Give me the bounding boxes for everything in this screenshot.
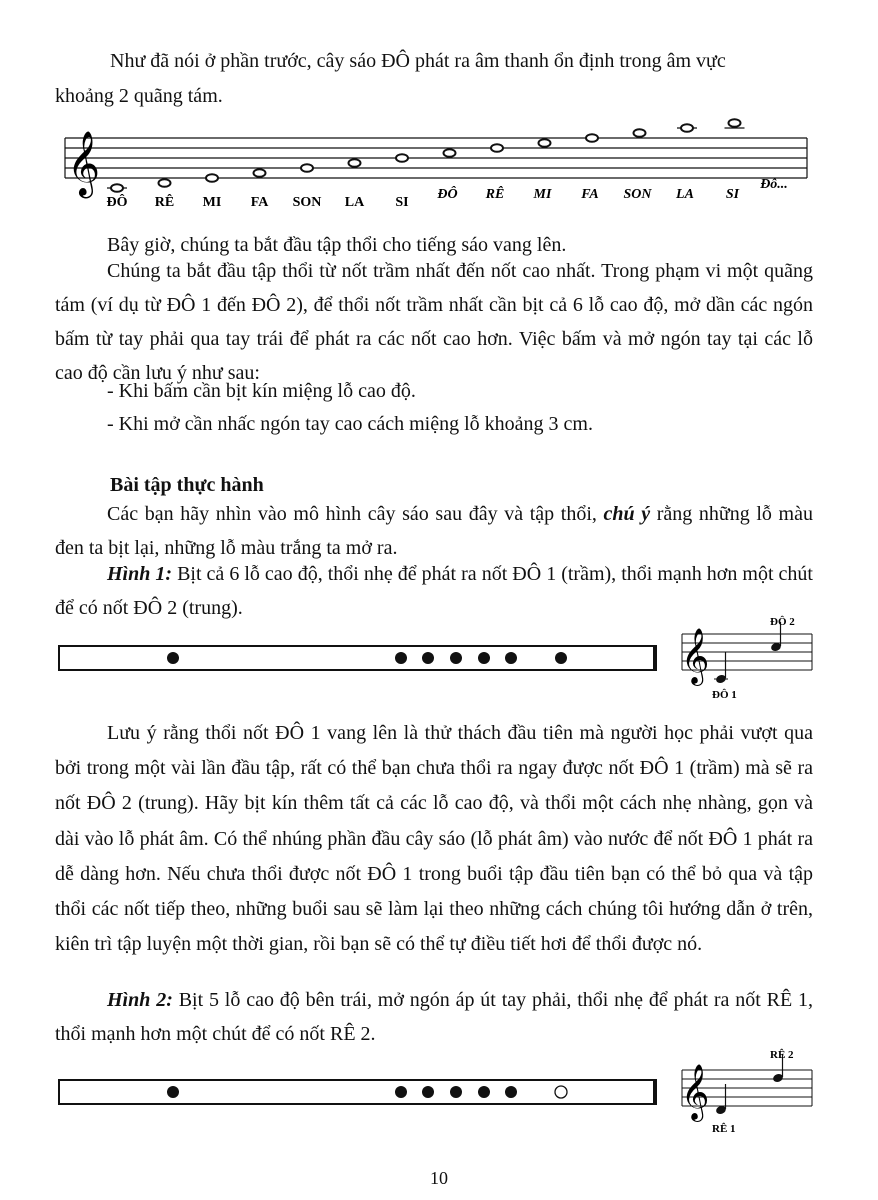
flute-diagram-1 bbox=[58, 644, 663, 674]
note-name-label: SON bbox=[623, 187, 652, 202]
practice-heading: Bài tập thực hành bbox=[110, 474, 264, 496]
closed-hole-icon bbox=[167, 652, 179, 664]
mini-staff-1 bbox=[678, 612, 818, 700]
practice-intro-before: Các bạn hãy nhìn vào mô hình cây sáo sau đây và tập thổi, bbox=[107, 503, 604, 525]
whole-note bbox=[349, 159, 361, 167]
open-hole-icon bbox=[555, 1086, 567, 1098]
low-note-label: RÊ 1 bbox=[712, 1123, 736, 1135]
closed-hole-icon bbox=[422, 652, 434, 664]
whole-note bbox=[159, 179, 171, 187]
whole-note bbox=[111, 184, 123, 192]
flute-diagram-2 bbox=[58, 1078, 663, 1108]
intro-line-2: khoảng 2 quãng tám. bbox=[55, 85, 223, 107]
treble-clef-icon: 𝄞 bbox=[681, 1066, 710, 1119]
whole-note bbox=[681, 124, 693, 132]
closed-hole-icon bbox=[167, 1086, 179, 1098]
whole-note bbox=[301, 164, 313, 172]
note-name-label: LA bbox=[676, 187, 694, 202]
scale-staff bbox=[55, 118, 815, 218]
whole-note bbox=[396, 154, 408, 162]
note-name-label: MI bbox=[533, 187, 552, 202]
treble-clef-icon: 𝄞 bbox=[67, 133, 101, 195]
note-name-label: LA bbox=[344, 195, 365, 210]
paragraph-do1-note: Lưu ý rằng thổi nốt ĐÔ 1 vang lên là thử thách đầu tiên mà người học phải vượt qua bởi trong một vài lần đầu tập, rất có thể bạn chưa thổi ra ngay được nốt ĐÔ 1 (trầm) mà sẽ ra nốt ĐÔ 2 (trung). Hãy bịt kín thêm tất cả các lỗ cao độ, và thổi một cách nhẹ nhàng, gọn và dài vào lỗ phát âm. Có thể nhúng phần đầu cây sáo (lỗ phát âm) vào nước để nốt ĐÔ 1 phát ra dễ dàng hơn. Nếu chưa thổi được nốt ĐÔ 1 trong buổi tập đầu tiên bạn có thể bỏ qua và tập thổi các nốt tiếp theo, những buổi sau sẽ làm lại theo những cách chúng tôi hướng dẫn ở trên, kiên trì tập luyện một thời gian, rồi bạn sẽ có thể tự điều tiết hơi để thổi được nó. bbox=[55, 722, 813, 956]
figure-2-label: Hình 2: bbox=[107, 989, 173, 1011]
whole-note bbox=[539, 139, 551, 147]
whole-note bbox=[206, 174, 218, 182]
note-name-label: MI bbox=[202, 195, 222, 210]
staff-lines bbox=[65, 138, 807, 178]
note-name-label: SI bbox=[395, 195, 409, 210]
closed-hole-icon bbox=[395, 1086, 407, 1098]
intro-line-1: Như đã nói ở phần trước, cây sáo ĐÔ phát ra âm thanh ổn định trong âm vực bbox=[110, 50, 726, 72]
whole-note bbox=[729, 119, 741, 127]
note-name-label: ĐÔ bbox=[437, 187, 458, 202]
mini-staff-2 bbox=[678, 1048, 818, 1136]
closed-hole-icon bbox=[505, 1086, 517, 1098]
note-name-label: ĐÔ bbox=[106, 195, 128, 210]
closed-hole-icon bbox=[450, 652, 462, 664]
high-note-label: RÊ 2 bbox=[770, 1049, 794, 1061]
note-name-label: SI bbox=[725, 187, 740, 202]
figure-1-label: Hình 1: bbox=[107, 563, 173, 585]
whole-note bbox=[586, 134, 598, 142]
page-number: 10 bbox=[430, 1168, 448, 1188]
whole-note bbox=[254, 169, 266, 177]
whole-note bbox=[491, 144, 503, 152]
whole-note bbox=[634, 129, 646, 137]
note-name-label: FA bbox=[581, 187, 599, 202]
high-note-label: ĐÔ 2 bbox=[770, 616, 795, 628]
bullet-open: - Khi mở cần nhấc ngón tay cao cách miệng lỗ khoảng 3 cm. bbox=[107, 413, 593, 435]
closed-hole-icon bbox=[478, 1086, 490, 1098]
scale-notes bbox=[107, 119, 745, 192]
bullet-close: - Khi bấm cần bịt kín miệng lỗ cao độ. bbox=[107, 380, 416, 402]
closed-hole-icon bbox=[395, 652, 407, 664]
note-name-label: SON bbox=[292, 195, 322, 210]
closed-hole-icon bbox=[422, 1086, 434, 1098]
practice-intro bbox=[55, 497, 813, 565]
whole-note bbox=[444, 149, 456, 157]
figure-2-caption bbox=[55, 983, 813, 1051]
note-name-label: FA bbox=[250, 195, 269, 210]
closed-hole-icon bbox=[555, 652, 567, 664]
treble-clef-icon: 𝄞 bbox=[681, 630, 710, 683]
closed-hole-icon bbox=[450, 1086, 462, 1098]
note-name-label: RÊ bbox=[154, 195, 175, 210]
note-name-label: Đô... bbox=[760, 177, 788, 192]
paragraph-start: Bây giờ, chúng ta bắt đầu tập thổi cho tiếng sáo vang lên. bbox=[107, 234, 567, 256]
note-name-label: RÊ bbox=[485, 187, 505, 202]
practice-intro-emphasis: chú ý bbox=[603, 503, 651, 525]
figure-1-text: Bịt cả 6 lỗ cao độ, thổi nhẹ để phát ra nốt ĐÔ 1 (trầm), thổi mạnh hơn một chút để có nốt ĐÔ 2 (trung). bbox=[55, 563, 813, 619]
practice-intro-after: rằng những lỗ màu đen ta bịt lại, những lỗ màu trắng ta mở ra. bbox=[55, 503, 813, 559]
low-note-label: ĐÔ 1 bbox=[712, 689, 737, 700]
paragraph-method: Chúng ta bắt đầu tập thổi từ nốt trầm nhất đến nốt cao nhất. Trong phạm vi một quãng tám (ví dụ từ ĐÔ 1 đến ĐÔ 2), để thổi nốt trầm nhất cần bịt cả 6 lỗ cao độ, mở dần các ngón bấm từ tay phải qua tay trái để phát ra các nốt cao hơn. Việc bấm và mở ngón tay tại các lỗ cao độ cần lưu ý như sau: bbox=[55, 260, 813, 384]
closed-hole-icon bbox=[505, 652, 517, 664]
closed-hole-icon bbox=[478, 652, 490, 664]
figure-2-text: Bịt 5 lỗ cao độ bên trái, mở ngón áp út tay phải, thổi nhẹ để phát ra nốt RÊ 1, thổi mạnh hơn một chút để có nốt RÊ 2. bbox=[55, 989, 813, 1045]
